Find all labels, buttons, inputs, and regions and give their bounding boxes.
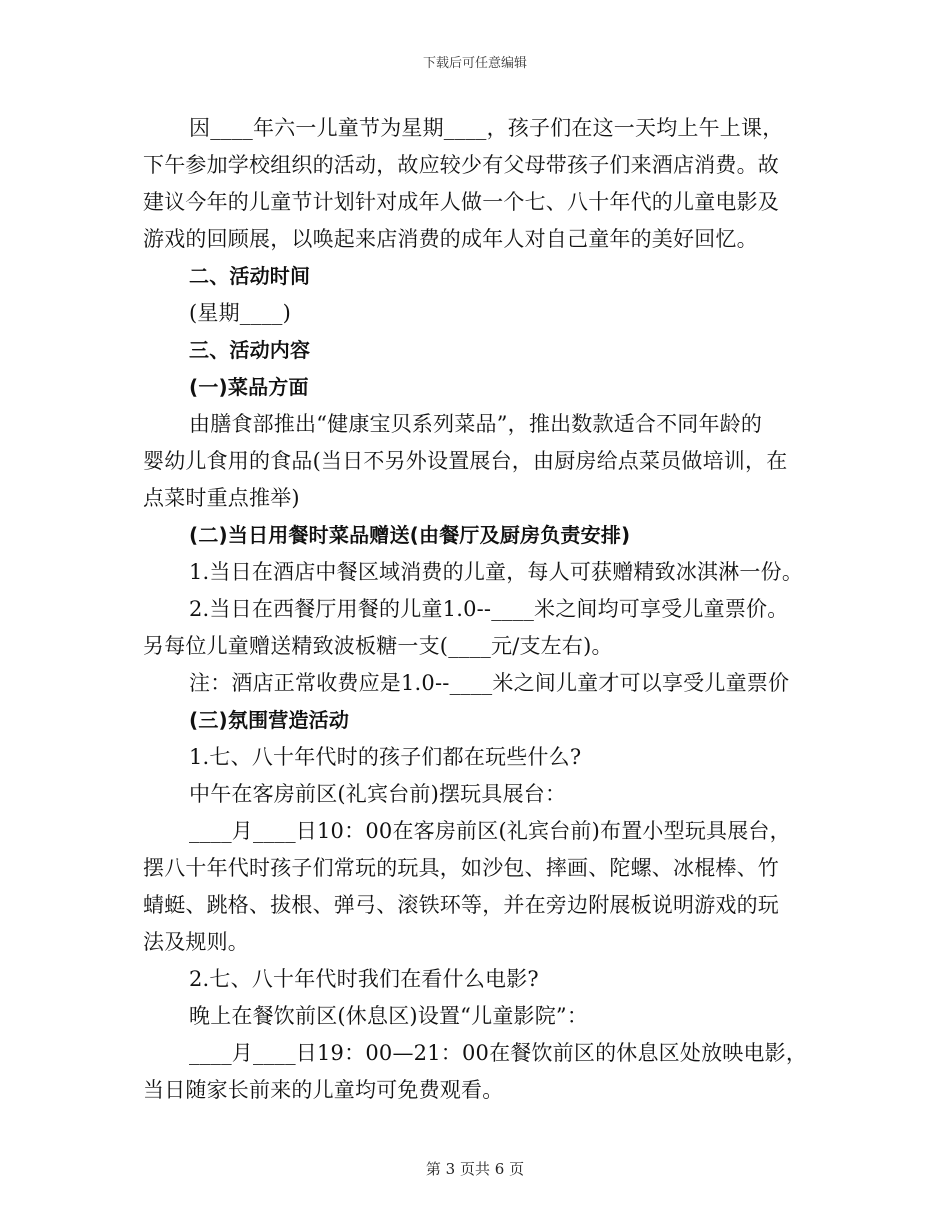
text-line: 2.七、八十年代时我们在看什么电影? [189, 967, 539, 991]
text-line: 当日随家长前来的儿童均可免费观看。 [143, 1078, 504, 1102]
section-heading: (二)当日用餐时菜品赠送(由餐厅及厨房负责安排) [189, 523, 631, 547]
text-line: ____月____日19：00—21：00在餐饮前区的休息区处放映电影， [189, 1041, 808, 1065]
section-heading: (三)氛围营造活动 [189, 708, 350, 732]
text-line: 点菜时重点推举) [143, 486, 300, 510]
text-line: 1.七、八十年代时的孩子们都在玩些什么? [189, 745, 582, 769]
text-line: 1.当日在酒店中餐区域消费的儿童，每人可获赠精致冰淇淋一份。 [189, 560, 804, 584]
text-line: 由膳食部推出“健康宝贝系列菜品”，推出数款适合不同年龄的 [189, 412, 763, 436]
document-body [143, 110, 811, 1109]
text-line: 2.当日在西餐厅用餐的儿童1.0--____米之间均可享受儿童票价。 [189, 597, 789, 621]
text-line: 中午在客房前区(礼宾台前)摆玩具展台： [189, 782, 567, 806]
text-line: 建议今年的儿童节计划针对成年人做一个七、八十年代的儿童电影及 [143, 190, 779, 214]
text-line: (星期____) [189, 301, 291, 325]
text-line: 晚上在餐饮前区(休息区)设置“儿童影院”： [189, 1004, 589, 1028]
text-line: 婴幼儿食用的食品(当日不另外设置展台，由厨房给点菜员做培训，在 [143, 449, 788, 473]
section-heading: 二、活动时间 [189, 264, 311, 288]
page-footer: 第 3 页共 6 页 [425, 1160, 525, 1178]
text-line: 摆八十年代时孩子们常玩的玩具，如沙包、摔画、陀螺、冰棍棒、竹 [143, 856, 779, 880]
text-line: 另每位儿童赠送精致波板糖一支(____元/支左右)。 [143, 634, 613, 658]
text-line: ____月____日10：00在客房前区(礼宾台前)布置小型玩具展台， [189, 819, 791, 843]
text-line: 下午参加学校组织的活动，故应较少有父母带孩子们来酒店消费。故 [143, 153, 779, 177]
text-line: 因____年六一儿童节为星期____，孩子们在这一天均上午上课， [189, 116, 784, 140]
section-heading: (一)菜品方面 [189, 375, 309, 399]
text-line: 游戏的回顾展，以唤起来店消费的成年人对自己童年的美好回忆。 [143, 227, 758, 251]
text-line: 法及规则。 [143, 930, 249, 954]
page-header: 下载后可任意编辑 [422, 56, 527, 71]
text-line: 注：酒店正常收费应是1.0--____米之间儿童才可以享受儿童票价 [189, 671, 790, 695]
text-line: 蜻蜓、跳格、拔根、弹弓、滚铁环等，并在旁边附展板说明游戏的玩 [143, 893, 779, 917]
section-heading: 三、活动内容 [189, 338, 311, 362]
